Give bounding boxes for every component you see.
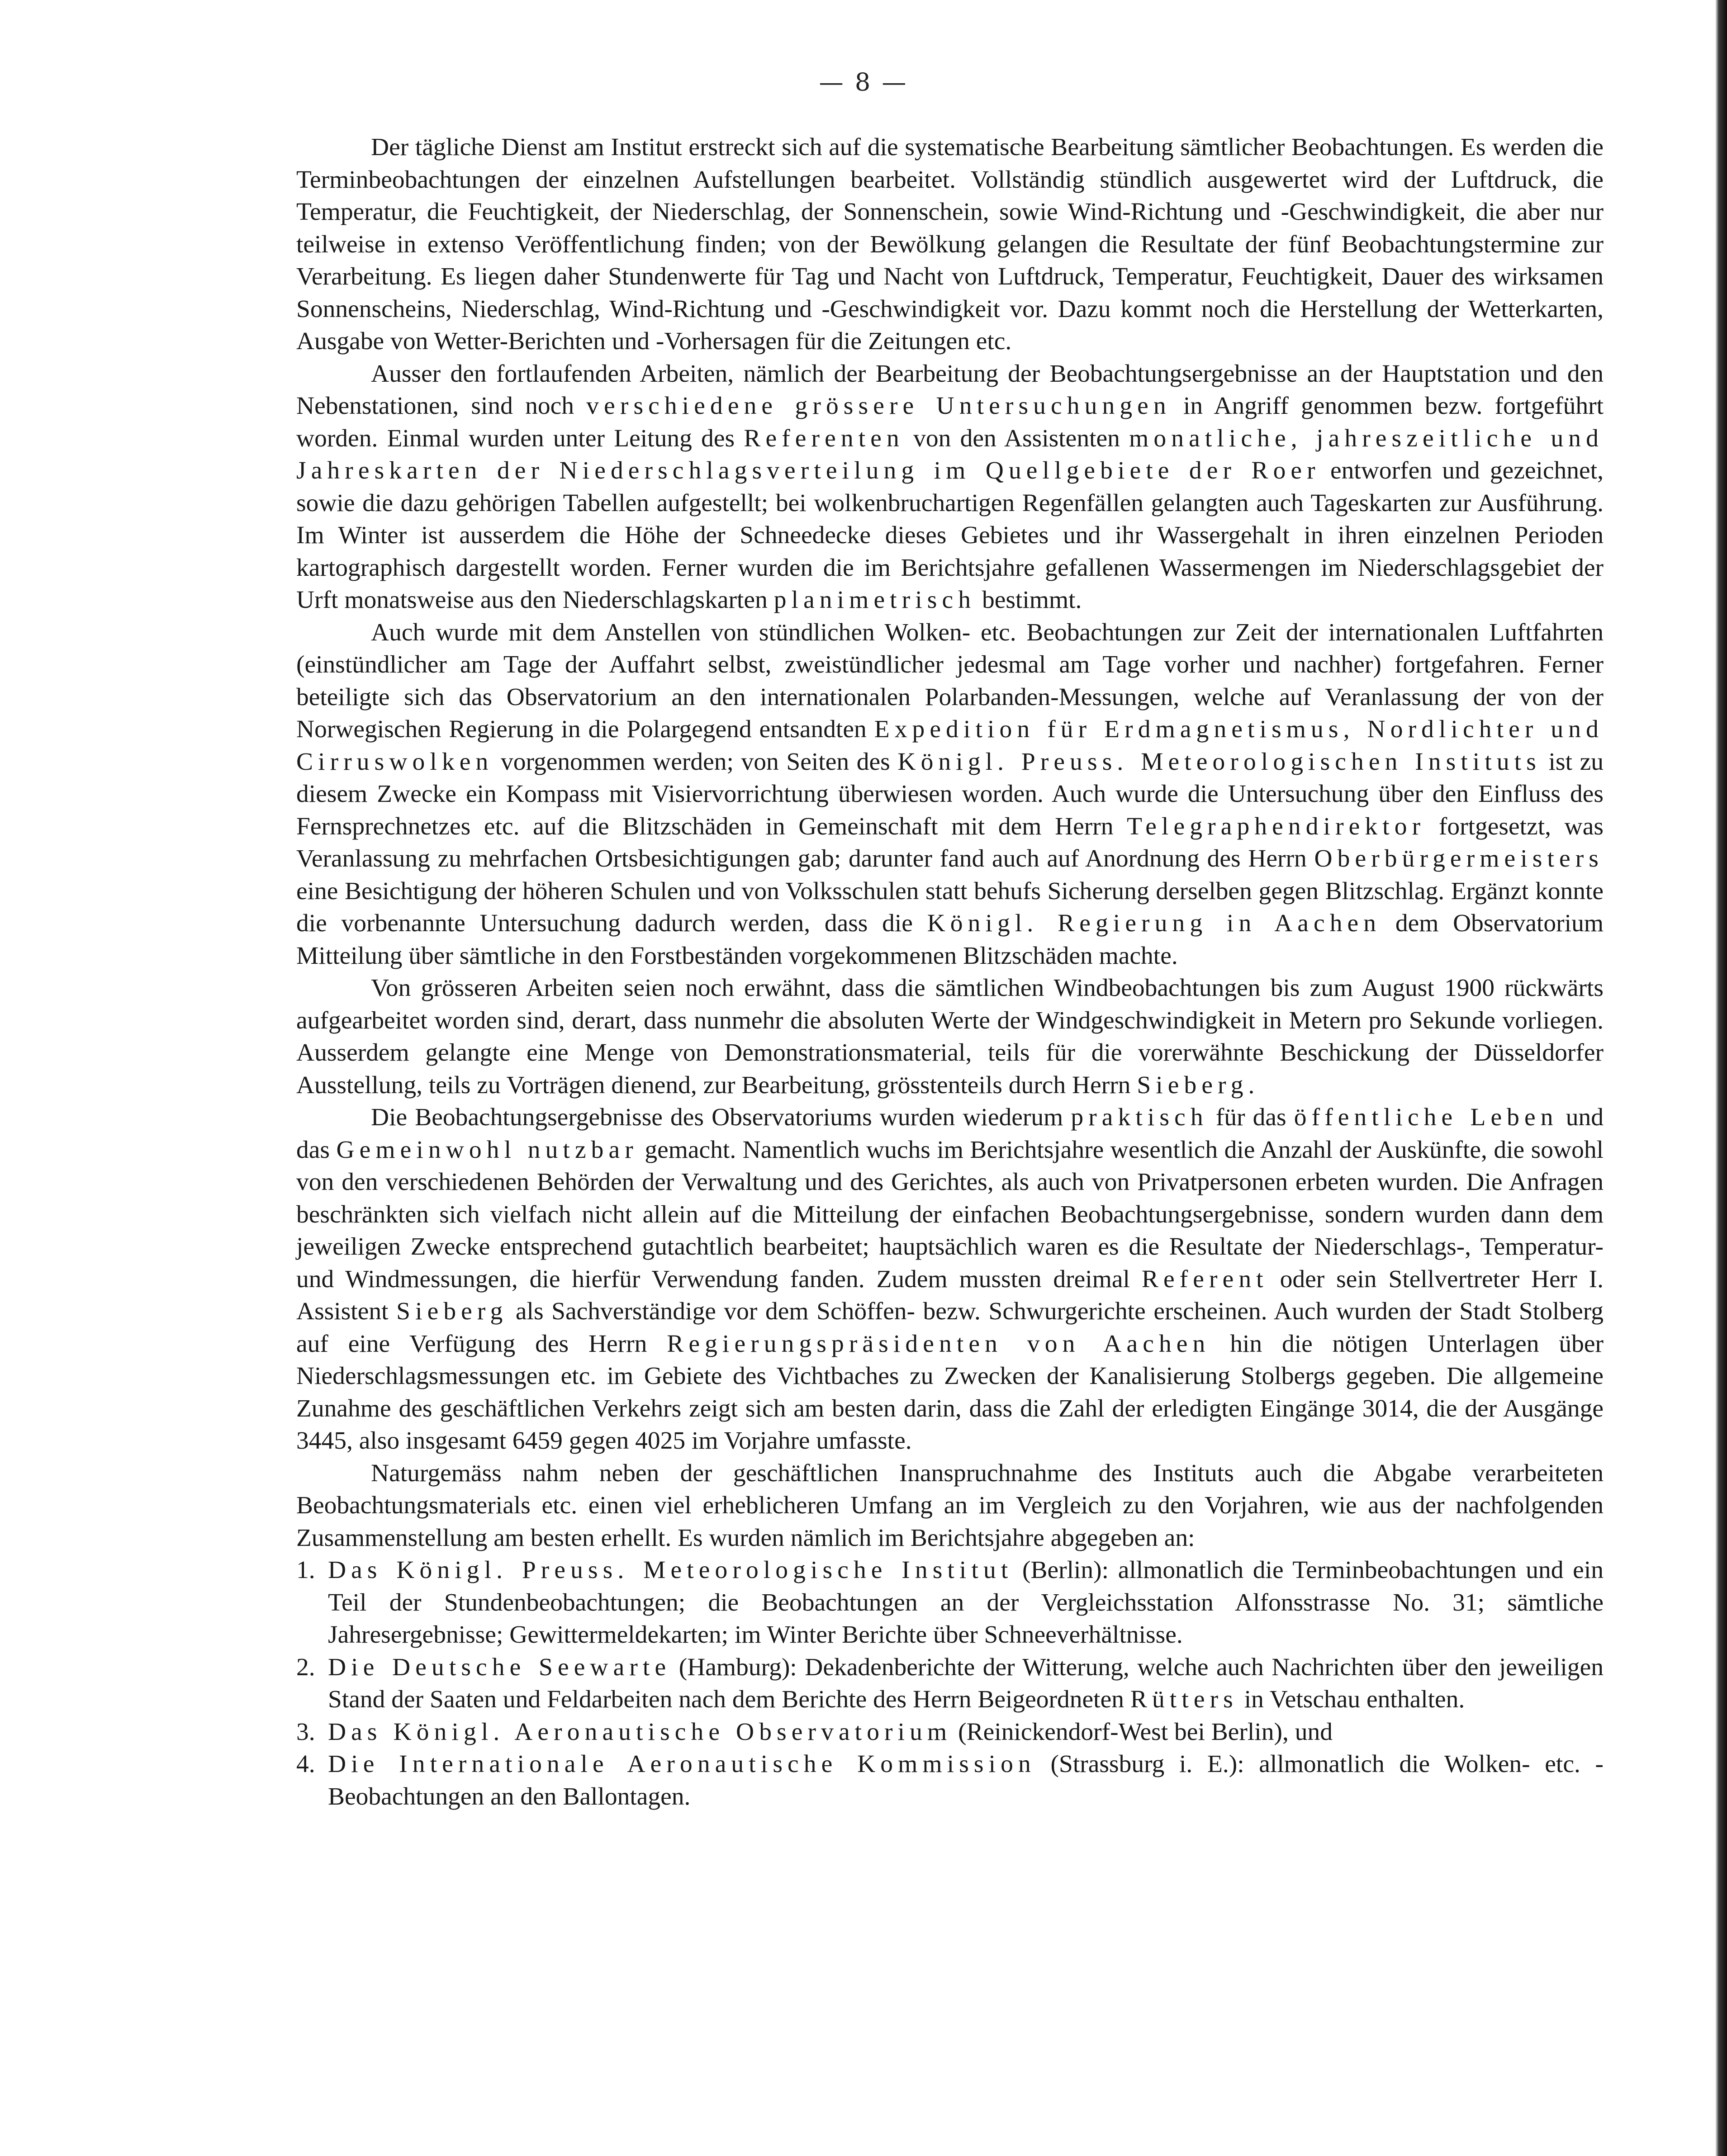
text-run: für das xyxy=(1208,1104,1294,1131)
text-run: Auch wurde mit dem Anstellen von stündlichen Wolken- etc. Beobachtungen zur Zeit der internationalen Luftfahrten (einstündlicher am Tage der Auffahrt selbst, zweistündlicher jedesmal am Tage vorher und nachher) fortgefahren. Ferner beteiligte sich das Observatorium an den internationalen Polarbanden-Messungen, welche auf Veranlassung der von der Norwegischen Regierung in die Polargegend entsandten xyxy=(296,618,1604,743)
paragraph-public-use xyxy=(296,1101,1604,1457)
text-run: . xyxy=(1248,1071,1255,1099)
text-run: oder sein Stellvertreter Herr I. Assistent xyxy=(296,1265,1604,1325)
text-run: ist zu diesem Zwecke ein Kompass mit Visiervorrichtung überwiesen worden. Auch wurde die Untersuchung über den Einfluss des Fernsprechnetzes etc. auf die Blitzschäden in Gemeinschaft mit dem Herrn xyxy=(296,748,1604,840)
paragraph-larger-works xyxy=(296,972,1604,1101)
text-run: in Angriff genommen bezw. fortgeführt worden. Einmal wurden unter Leitung des xyxy=(296,392,1604,452)
spaced-emphasis: Gemeinwohl nutzbar xyxy=(336,1136,638,1164)
page-number: — 8 — xyxy=(819,68,908,96)
spaced-emphasis: öffentliche Leben xyxy=(1294,1104,1558,1131)
text-run: entworfen und gezeichnet, sowie die dazu gehörigen Tabellen aufgestellt; bei wolkenbruchartigen Regenfällen gelangten auch Tageskarten zur Ausführung. Im Winter ist ausserdem die Höhe der Schneedecke dieses Gebietes und ihr Wassergehalt in ihren einzelnen Perioden kartographisch dargestellt worden. Ferner wurden die im Berichtsjahre gefallenen Wassermengen im Niederschlagsgebiet der Urft monatsweise aus den Niederschlagskarten xyxy=(296,457,1604,614)
spaced-emphasis: Sieberg xyxy=(396,1298,508,1325)
text-run: (Reinickendorf-West bei Berlin), und xyxy=(952,1718,1333,1746)
list-item xyxy=(296,1651,1604,1716)
spaced-emphasis: Königl. Regierung in Aachen xyxy=(927,910,1381,937)
spaced-emphasis: Referenten xyxy=(744,424,904,452)
spaced-emphasis: Die Internationale Aeronautische Kommission xyxy=(328,1750,1036,1778)
spaced-emphasis: Königl. Preuss. Meteorologischen Instituts xyxy=(897,748,1541,776)
text-run: in Vetschau enthalten. xyxy=(1238,1686,1465,1713)
spaced-emphasis: Das Königl. Preuss. Meteorologische Institut xyxy=(328,1556,1013,1584)
text-run: hin die nötigen Unterlagen über Niederschlagsmessungen etc. im Gebiete des Vichtbaches zu Zwecken der Kanalisierung Stolbergs gegeben. Die allgemeine Zunahme des geschäftlichen Verkehrs zeigt sich am besten darin, dass die Zahl der erledigten Eingänge 3014, die der Ausgänge 3445, also insgesamt 6459 gegen 4025 im Vorjahre umfasste. xyxy=(296,1330,1604,1455)
list-item xyxy=(296,1554,1604,1651)
text-run: als Sachverständige vor dem Schöffen- bezw. Schwurgerichte erscheinen. Auch wurden der Stadt Stolberg auf eine Verfügung des Herrn xyxy=(296,1298,1604,1358)
recipient-list xyxy=(296,1554,1604,1813)
text-run: und das xyxy=(296,1104,1604,1164)
list-item xyxy=(296,1716,1604,1748)
text-run: Ausser den fortlaufenden Arbeiten, nämlich der Bearbeitung der Beobachtungsergebnisse an der Hauptstation und den Nebenstationen, sind noch xyxy=(296,360,1604,420)
spaced-emphasis: Das Königl. Aeronautische Observatorium xyxy=(328,1718,952,1746)
list-number: 3. xyxy=(296,1718,315,1746)
spaced-emphasis: praktisch xyxy=(1071,1104,1208,1131)
spaced-emphasis: Expedition für Erdmagnetismus, Nordlichter und Cirruswolken xyxy=(296,716,1604,776)
spaced-emphasis: verschiedene grössere Untersuchungen xyxy=(586,392,1171,420)
list-item xyxy=(296,1748,1604,1813)
scan-binding-edge xyxy=(1715,0,1727,2156)
body-text xyxy=(296,131,1604,1813)
paragraph-investigations xyxy=(296,358,1604,616)
text-run: (Hamburg): Dekadenberichte der Witterung, welche auch Nachrichten über den jeweiligen Stand der Saaten und Feldarbeiten nach dem Berichte des Herrn Beigeordneten xyxy=(328,1653,1604,1713)
spaced-emphasis: Referent xyxy=(1141,1265,1268,1293)
text-run: Von grösseren Arbeiten seien noch erwähnt, dass die sämtlichen Windbeobachtungen bis zum August 1900 rückwärts aufgearbeitet worden sind, derart, dass nunmehr die absoluten Werte der Windgeschwindigkeit in Metern pro Sekunde vorliegen. Ausserdem gelangte eine Menge von Demonstrationsmaterial, teils für die vorerwähnte Beschickung der Düsseldorfer Ausstellung, teils zu Vorträgen dienend, zur Bearbeitung, grösstenteils durch Herrn xyxy=(296,974,1604,1099)
text-run: dem Observatorium Mitteilung über sämtliche in den Forstbeständen vorgekommenen Blitzschäden machte. xyxy=(296,910,1604,970)
spaced-emphasis: Die Deutsche Seewarte xyxy=(328,1653,671,1681)
text-run: (Strassburg i. E.): allmonatlich die Wolken- etc. -Beobachtungen an den Ballontagen. xyxy=(328,1750,1604,1810)
text-run: eine Besichtigung der höheren Schulen und von Volksschulen statt behufs Sicherung derselben gegen Blitzschlag. Ergänzt konnte die vorbenannte Untersuchung dadurch werden, dass die xyxy=(296,877,1604,937)
spaced-emphasis: Oberbürgermeisters xyxy=(1314,845,1604,872)
spaced-emphasis: Telegraphendirektor xyxy=(1127,812,1426,840)
spaced-emphasis: planimetrisch xyxy=(773,586,976,614)
text-run: von den Assistenten xyxy=(904,424,1129,452)
paragraph-cloud-observations xyxy=(296,616,1604,972)
spaced-emphasis: Rütters xyxy=(1130,1686,1238,1713)
spaced-emphasis: Regierungspräsidenten von Aachen xyxy=(667,1330,1210,1358)
text-run: bestimmt. xyxy=(976,586,1082,614)
text-run: vorgenommen werden; von Seiten des xyxy=(493,748,898,776)
list-number: 1. xyxy=(296,1556,315,1584)
spaced-emphasis: monatliche, jahreszeitliche und Jahreskarten der Niederschlagsverteilung im Quellgebiete der Roer xyxy=(296,424,1604,484)
text-run: (Berlin): allmonatlich die Terminbeobachtungen und ein Teil der Stundenbeobachtungen; die Beobachtungen an der Vergleichsstation Alfonsstrasse No. 31; sämtliche Jahresergebnisse; Gewittermeldekarten; im Winter Berichte über Schneeverhältnisse. xyxy=(328,1556,1604,1649)
list-number: 2. xyxy=(296,1653,315,1681)
paragraph-daily-service: Der tägliche Dienst am Institut erstreckt sich auf die systematische Bearbeitung sämtlicher Beobachtungen. Es werden die Terminbeobachtungen der einzelnen Aufstellungen bearbeitet. Vollständig stündlich ausgewertet wird der Luftdruck, die Temperatur, die Feuchtigkeit, der Niederschlag, der Sonnenschein, sowie Wind-Richtung und -Geschwindigkeit, die aber nur teilweise in extenso Veröffentlichung finden; von der Bewölkung gelangen die Resultate der fünf Beobachtungstermine zur Verarbeitung. Es liegen daher Stundenwerte für Tag und Nacht von Luftdruck, Temperatur, Feuchtigkeit, Dauer des wirksamen Sonnenscheins, Niederschlag, Wind-Richtung und -Geschwindigkeit vor. Dazu kommt noch die Herstellung der Wetterkarten, Ausgabe von Wetter-Berichten und -Vorhersagen für die Zeitungen etc. xyxy=(296,133,1604,355)
text-run: fortgesetzt, was Veranlassung zu mehrfachen Ortsbesichtigungen gab; darunter fand auch auf Anordnung des Herrn xyxy=(296,812,1604,872)
text-run: Die Beobachtungsergebnisse des Observatoriums wurden wiederum xyxy=(371,1104,1071,1131)
spaced-emphasis: Sieberg xyxy=(1137,1071,1248,1099)
text-run: gemacht. Namentlich wuchs im Berichtsjahre wesentlich die Anzahl der Auskünfte, die sowohl von den verschiedenen Behörden der Verwaltung und des Gerichtes, als auch von Privatpersonen erbeten wurden. Die Anfragen beschränkten sich vielfach nicht allein auf die Mitteilung der einfachen Beobachtungsergebnisse, sondern wurden dann dem jeweiligen Zwecke entsprechend gutachtlich bearbeitet; hauptsächlich waren es die Resultate der Niederschlags-, Temperatur- und Windmessungen, die hierfür Verwendung fanden. Zudem mussten dreimal xyxy=(296,1136,1604,1293)
list-number: 4. xyxy=(296,1750,315,1778)
paragraph-material-supply: Naturgemäss nahm neben der geschäftlichen Inanspruchnahme des Instituts auch die Abgabe verarbeiteten Beobachtungsmaterials etc. einen viel erheblicheren Umfang an im Vergleich zu den Vorjahren, wie aus der nachfolgenden Zusammenstellung am besten erhellt. Es wurden nämlich im Berichtsjahre abgegeben an: xyxy=(296,1459,1604,1552)
